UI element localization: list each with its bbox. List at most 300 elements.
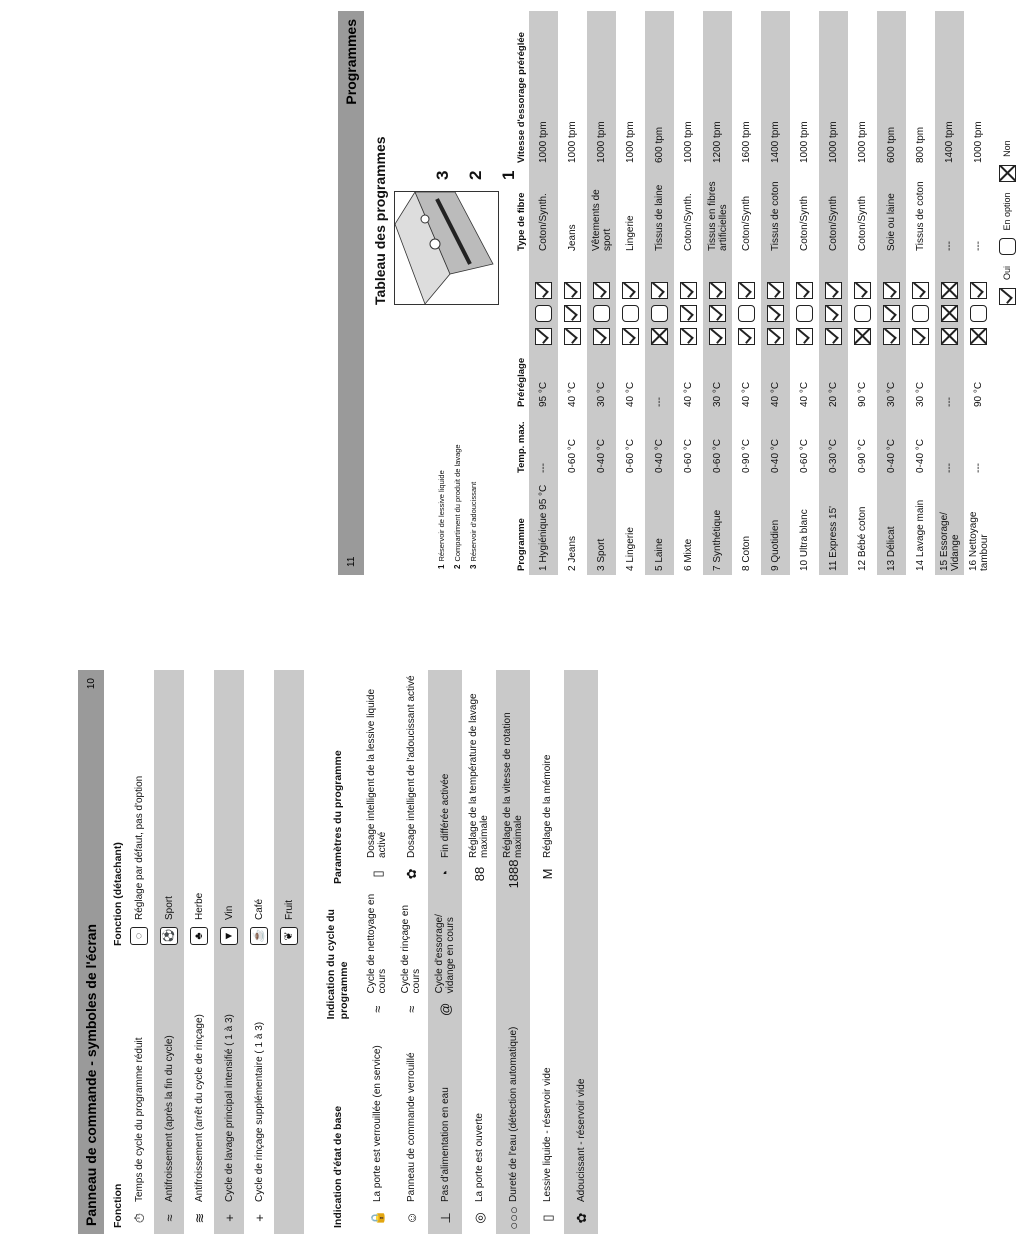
params-column [316,670,598,890]
drawer-numbers [426,171,525,180]
check-yes-icon [535,328,552,345]
symbol-label: Cycle de rinçage supplémentaire ( 1 à 3) [253,1021,265,1202]
check-yes-icon [883,282,900,299]
temp-cell: --- [529,411,558,477]
temp-cell: 0-40 °C [877,411,906,477]
temp-cell: 0-90 °C [741,438,752,473]
table-title: Tableau des programmes [372,136,388,305]
preset-cell: 40 °C [761,349,790,411]
symbol-label: Herbe [193,892,205,920]
col-checks [514,255,529,349]
symbol-label: Antifroissement (arrêt du cycle de rinçage) [193,1014,205,1202]
spin-setting-icon: 1888 [505,859,521,889]
symbol-row [564,670,598,890]
col-temp: Temp. max. [516,421,527,473]
sport-icon: ⚽ [159,926,179,946]
compartment-cell [935,255,964,349]
legend-number: 2 [453,564,462,569]
temp-cell: --- [935,411,964,477]
check-yes-icon [738,328,755,345]
symbol-row [496,1025,530,1234]
temp-cell: 0-60 °C [799,438,810,473]
legend-text: Réservoir d'adoucissant [469,481,478,562]
preset-cell: 30 °C [915,381,926,407]
check-yes-icon [883,328,900,345]
coffee-icon: ☕ [249,926,269,946]
check-yes-icon [622,282,639,299]
fibre-cell: Coton/Synth. [529,167,558,255]
preset-cell: --- [935,349,964,411]
programme-cell: 4 Lingerie [625,527,636,571]
table-row [529,11,558,575]
compartment-cell [732,255,761,349]
empty-icon [537,999,557,1019]
symbol-row [360,1025,394,1234]
fibre-cell: Tissus de coton [761,167,790,255]
compartment-cell [558,255,587,349]
key-non-label: Non [1001,140,1012,157]
door-open-icon: ◎ [471,1212,487,1224]
symbol-row [274,670,304,952]
symbol-row [360,890,394,1025]
symbol-row [496,670,530,890]
symbol-row [530,1025,564,1234]
compartment-cell [616,255,645,349]
symbol-row [564,890,598,1025]
temp-cell: 0-90 °C [857,438,868,473]
delay-end-icon: ◔ [437,870,453,878]
symbol-label: Cycle de lavage principal intensifié ( 1 à 3) [223,1014,235,1202]
check-option-icon [796,305,813,322]
check-yes-icon [970,282,987,299]
legend-number: 1 [437,564,446,569]
table-row [587,11,616,575]
check-yes-icon [912,328,929,345]
check-yes-icon [709,282,726,299]
fruit-icon: ❦ [279,926,299,946]
check-yes-icon [854,282,871,299]
symbol-label: Pas d'alimentation en eau [439,1087,451,1202]
programme-cell: 2 Jeans [567,535,578,571]
left-header-bar [78,670,104,1234]
preset-cell: 40 °C [683,381,694,407]
symbol-label: Adoucissant - réservoir vide [575,1078,587,1202]
symbol-row [462,670,496,890]
symbol-row [184,670,214,952]
right-page-title: Programmes [343,19,359,105]
symbol-label: Réglage par défaut, pas d'option [133,775,145,920]
check-yes-icon [825,282,842,299]
check-yes-icon [709,305,726,322]
table-row [703,11,732,575]
check-yes-icon [767,282,784,299]
detergent-drawer-illustration [394,191,499,305]
symbol-label: Réglage de la mémoire [541,754,553,858]
symbol-row [428,670,462,890]
table-row [964,11,993,575]
symbol-row [564,1025,598,1234]
preset-cell: 30 °C [587,349,616,411]
check-yes-icon [680,328,697,345]
check-option-icon [912,305,929,322]
symbol-label: Réglage de la température de lavage maximale [468,693,490,858]
preset-cell: 30 °C [877,349,906,411]
symbol-label: Cycle d'essorage/ vidange en cours [434,914,456,994]
drawer-number: 1 [499,170,518,180]
speed-cell: 1000 tpm [567,121,578,163]
check-yes-icon [825,305,842,322]
check-yes-icon [622,328,639,345]
programme-cell: 13 Délicat [877,477,906,575]
check-no-icon [941,305,958,322]
legend-list [434,444,482,569]
speed-cell: 1000 tpm [625,121,636,163]
check-yes-icon [883,305,900,322]
left-page [78,670,589,1234]
temp-cell: --- [973,463,984,473]
symbol-row [244,952,274,1234]
check-option-icon [970,305,987,322]
door-locked-icon: 🔒 [369,1209,385,1227]
check-yes-icon [796,328,813,345]
speed-cell: 1600 tpm [741,121,752,163]
legend-item [466,444,482,569]
programme-cell: 5 Laine [645,477,674,575]
left-page-number: 10 [85,678,97,690]
temp-cell: 0-40 °C [645,411,674,477]
programme-cell: 8 Coton [741,535,752,571]
compartment-cell [964,255,993,349]
check-yes-icon [709,328,726,345]
etat-column [316,1025,598,1234]
rinse-cycle-icon: ≈ [403,1005,419,1013]
preset-cell: 90 °C [973,381,984,407]
check-yes-icon [738,282,755,299]
speed-cell: 1000 tpm [799,121,810,163]
speed-cell: 1000 tpm [857,121,868,163]
symbol-label: Café [253,898,265,920]
empty-icon [503,999,523,1019]
left-page-title: Panneau de commande - symboles de l'écran [83,923,99,1226]
symbol-label: Lessive liquide - réservoir vide [541,1067,553,1202]
compartment-cell [848,255,877,349]
check-no-icon [941,282,958,299]
drawer-legend [364,11,518,575]
check-no-icon [651,328,668,345]
wash-cycle-icon: ≈ [369,1005,385,1013]
speed-cell: 1000 tpm [819,11,848,167]
symbol-row [154,670,184,952]
speed-cell: 1000 tpm [683,121,694,163]
check-key [993,11,1016,575]
temp-cell: 0-60 °C [703,411,732,477]
fibre-cell: --- [973,241,984,251]
temp-cell: 0-40 °C [587,411,616,477]
cycle-column [316,890,598,1025]
check-option-icon [535,305,552,322]
speed-cell: 1000 tpm [587,11,616,167]
right-header-bar [338,11,364,575]
symbol-row [184,952,214,1234]
symbol-label: Temps de cycle du programme réduit [133,1037,145,1202]
fonction-column [104,952,304,1234]
symbol-label: Cycle de nettoyage en cours [366,893,388,994]
table-body [529,11,993,575]
fibre-cell: --- [935,167,964,255]
speed-cell: 1000 tpm [973,121,984,163]
detachant-heading: Fonction (détachant) [112,842,124,946]
symbol-row [394,1025,428,1234]
preset-cell: 40 °C [741,381,752,407]
programme-cell: 1 Hygiénique 95 °C [529,477,558,575]
symbol-label: Fruit [283,900,295,920]
legend-text: Compartiment du produit de lavage [453,444,462,562]
table-header-row [514,11,529,575]
symbol-row [214,670,244,952]
legend-item [434,444,450,569]
check-yes-icon [593,328,610,345]
preset-cell: 40 °C [799,381,810,407]
temp-cell: 0-60 °C [567,438,578,473]
symbol-row [530,670,564,890]
smart-detergent-icon: ▯ [369,870,385,878]
detergent-empty-icon: ▯ [539,1214,555,1222]
fibre-cell: Coton/Synth [741,195,752,251]
speed-cell: 1400 tpm [935,11,964,167]
symbol-row [274,952,304,1234]
empty-icon [571,999,591,1019]
temp-cell: 0-40 °C [761,411,790,477]
anti-crease-rinse-icon: ≋ [191,1212,207,1224]
programme-cell: 16 Nettoyage tambour [967,511,990,571]
grass-icon: ♣ [189,926,209,946]
symbol-row [496,890,530,1025]
fonction-section [104,670,304,1234]
check-yes-icon [564,282,581,299]
compartment-cell [703,255,732,349]
check-no-icon [854,328,871,345]
preset-cell: 20 °C [819,349,848,411]
symbol-row [124,670,154,952]
table-row [645,11,674,575]
programme-cell: 9 Quotidien [761,477,790,575]
symbol-label: Dosage intelligent de la lessive liquide activé [366,688,388,858]
symbol-row [462,890,496,1025]
symbol-label: Dureté de l'eau (détection automatique) [507,1026,519,1202]
key-non-icon [999,165,1016,182]
reduced-time-icon: ⏱ [131,1212,147,1224]
preset-cell: --- [645,349,674,411]
params-heading: Paramètres du programme [331,750,344,884]
temp-setting-icon: 88 [471,866,487,882]
memory-icon: M [539,868,555,880]
symbol-label: Sport [163,896,175,920]
col-fibre: Type de fibre [516,192,527,251]
col-programme: Programme [516,518,527,571]
water-hardness-icon: ○○○ [505,1206,521,1230]
fibre-cell: Lingerie [625,215,636,251]
compartment-cell [761,255,790,349]
symbol-row [154,952,184,1234]
table-row [877,11,906,575]
check-option-icon [738,305,755,322]
preset-cell: 40 °C [625,381,636,407]
panel-locked-icon: ☺ [403,1211,419,1225]
programme-cell: 3 Sport [587,477,616,575]
symbol-label: Cycle de rinçage en cours [400,904,422,994]
temp-cell: 0-60 °C [683,438,694,473]
symbol-row [244,670,274,952]
symbol-row [394,890,428,1025]
symbol-label: La porte est ouverte [473,1113,485,1202]
legend-number: 3 [469,564,478,569]
programmes-table [514,11,993,575]
symbol-label: Fin différée activée [439,773,451,858]
symbol-row [428,1025,462,1234]
speed-cell: 600 tpm [877,11,906,167]
compartment-cell [674,255,703,349]
empty-icon [279,1208,299,1228]
check-yes-icon [564,305,581,322]
programme-cell: 6 Mixte [683,538,694,571]
right-page-number: 11 [345,556,357,567]
speed-cell: 600 tpm [645,11,674,167]
key-oui-icon [999,288,1016,305]
col-vitesse: Vitesse d'essorage préréglée [516,32,527,163]
check-yes-icon [593,282,610,299]
symbol-label: La porte est verrouillée (en service) [371,1045,383,1202]
check-yes-icon [767,305,784,322]
check-yes-icon [535,282,552,299]
table-row [906,11,935,575]
compartment-cell [529,255,558,349]
symbol-row [394,670,428,890]
fibre-cell: Coton/Synth. [683,193,694,251]
symbol-label: Vin [223,905,235,920]
table-row [935,11,964,575]
spin-cycle-icon: @ [437,1002,453,1016]
compartment-cell [819,255,848,349]
table-row [819,11,848,575]
empty-icon [571,864,591,884]
check-yes-icon [680,305,697,322]
intensive-wash-icon: + [221,1214,237,1222]
softener-empty-icon: ✿ [573,1212,589,1224]
legend-item [450,444,466,569]
programme-cell: 12 Bébé coton [857,506,868,571]
fibre-cell: Tissus en fibres artificielles [703,167,732,255]
symbol-row [214,952,244,1234]
speed-cell: 1400 tpm [761,11,790,167]
table-row [790,11,819,575]
legend-text: Réservoir de lessive liquide [437,470,446,562]
status-section [316,670,598,1234]
check-option-icon [651,305,668,322]
default-stain-icon: ◌ [129,926,149,946]
check-yes-icon [912,282,929,299]
programme-cell: 11 Express 15' [819,477,848,575]
preset-cell: 40 °C [567,381,578,407]
smart-softener-icon: ✿ [403,868,419,880]
check-option-icon [593,305,610,322]
detachant-column [104,670,304,952]
drawer-number: 2 [466,170,485,180]
wine-icon: ▼ [219,926,239,946]
check-yes-icon [651,282,668,299]
symbol-row [462,1025,496,1234]
symbol-label: Panneau de commande verrouillé [405,1052,417,1202]
fibre-cell: Coton/Synth [799,195,810,251]
speed-cell: 1200 tpm [703,11,732,167]
compartment-cell [587,255,616,349]
table-row [761,11,790,575]
table-row [732,11,761,575]
compartment-cell [790,255,819,349]
compartment-cell [877,255,906,349]
symbol-row [124,952,154,1234]
check-yes-icon [796,282,813,299]
fibre-cell: Tissus de laine [645,167,674,255]
compartment-cell [645,255,674,349]
right-page [338,11,1012,575]
symbol-label: Antifroissement (après la fin du cycle) [163,1035,175,1202]
symbol-label: Réglage de la vitesse de rotation maximale [502,712,524,858]
check-yes-icon [564,328,581,345]
fibre-cell: Jeans [567,224,578,251]
extra-rinse-icon: + [251,1214,267,1222]
no-water-icon: ⊥ [437,1212,453,1224]
temp-cell: 0-60 °C [625,438,636,473]
anti-crease-icon: ≈ [161,1214,177,1222]
fibre-cell: Coton/Synth [819,167,848,255]
symbol-row [360,670,394,890]
symbol-row [530,890,564,1025]
temp-cell: 0-40 °C [915,438,926,473]
empty-icon [469,999,489,1019]
cycle-heading: Indication du cycle du programme [325,909,350,1020]
table-row [848,11,877,575]
speed-cell: 1000 tpm [529,11,558,167]
symbol-label: Dosage intelligent de l'adoucissant activé [405,675,417,858]
check-option-icon [622,305,639,322]
check-option-icon [854,305,871,322]
fibre-cell: Coton/Synth [857,195,868,251]
programme-cell: 7 Synthétique [703,477,732,575]
key-option-icon [999,238,1016,255]
programme-cell: 15 Essorage/ Vidange [935,477,964,575]
etat-heading: Indication d'état de base [331,1105,344,1228]
programme-cell: 10 Ultra blanc [799,509,810,571]
check-yes-icon [825,328,842,345]
preset-cell: 95 °C [529,349,558,411]
fonction-heading: Fonction [112,1183,124,1228]
programme-cell: 14 Lavage main [915,499,926,571]
fibre-cell: Soie ou laine [877,167,906,255]
check-yes-icon [767,328,784,345]
fibre-cell: Tissus de coton [915,181,926,251]
preset-cell: 30 °C [703,349,732,411]
fibre-cell: Vêtements de sport [587,167,616,255]
table-row [558,11,587,575]
speed-cell: 800 tpm [915,126,926,163]
key-option-label: En option [1001,192,1012,231]
check-no-icon [970,328,987,345]
key-oui-label: Oui [1001,265,1012,280]
symbol-row [428,890,462,1025]
table-row [616,11,645,575]
preset-cell: 90 °C [857,381,868,407]
temp-cell: 0-30 °C [819,411,848,477]
